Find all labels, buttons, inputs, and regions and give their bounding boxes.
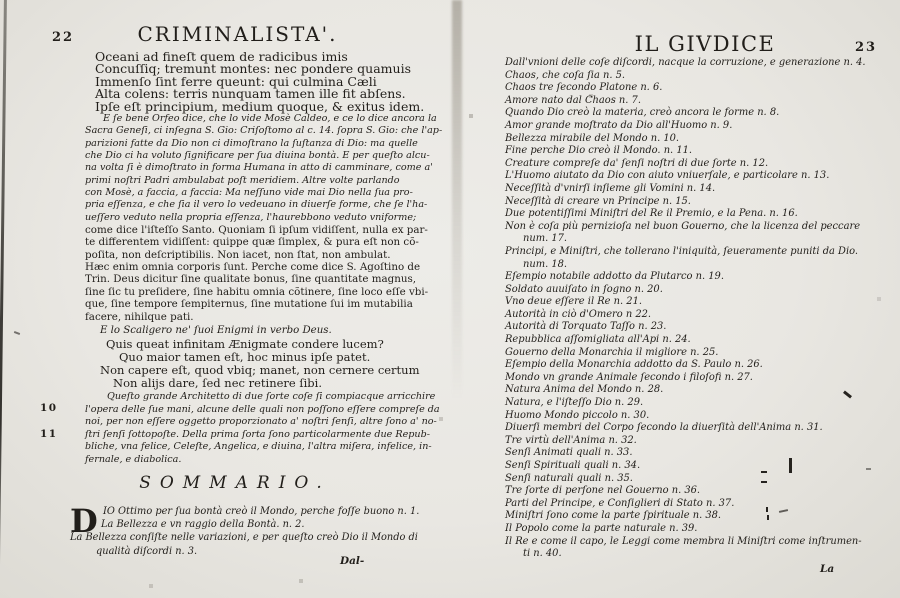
catchword-right: La	[820, 563, 835, 575]
text-line: Quo maior tamen eſt, hoc minus ipſe patet.	[119, 350, 371, 364]
text-line: Concuſſiq; tremunt montes: nec pondere quamuis	[95, 61, 411, 77]
latin-verse-block	[95, 51, 424, 113]
ink-mark	[767, 515, 769, 520]
index-line: Quando Dio creò la materia, creò ancora le forme n. 8.	[505, 107, 780, 119]
index-line: Senſi naturali quali n. 35.	[505, 472, 633, 484]
index-line: Soldato auuiſato in ſogno n. 20.	[505, 283, 663, 295]
text-line: Quis queat infinitam Ænigmate condere lucem?	[106, 337, 384, 351]
text-line: Non alijs dare, ſed nec retinere ſibi.	[113, 376, 323, 390]
index-line: Fine perche Dio creò il Mondo. n. 11.	[505, 145, 693, 157]
index-line: Eſempio della Monarchia addotto da S. Paulo n. 26.	[505, 359, 763, 371]
index-line: Gouerno della Monarchia il migliore n. 25.	[505, 346, 719, 358]
index-line: Amore nato dal Chaos n. 7.	[505, 94, 641, 106]
ink-mark	[789, 458, 792, 473]
text-line: Non capere eſt, quod vbiq; manet, non cernere certum	[100, 363, 420, 377]
index-line: Natura Anima del Mondo n. 28.	[505, 384, 664, 396]
text-line: noi, per non eſſere oggetto proporzionato a' noſtri ſenſi, altre ſono a' no-	[85, 416, 437, 428]
scaligero-line: E lo Scaligero ne' ſuoi Enigmi in verbo Deus.	[100, 325, 332, 336]
text-line: bliche, vna felice, Celeſte, Angelica, e diuina, l'altra miſera, infelice, in-	[85, 441, 432, 453]
catchword-left: Dal-	[340, 555, 365, 567]
index-line: Due potentiſſimi Miniſtri del Re il Premio, e la Pena. n. 16.	[505, 208, 798, 220]
index-line: Non è coſa più pernizioſa nel buon Gouerno, che la licenza del peccare	[505, 220, 861, 232]
text-line: que, ſine tempore ſempiternus, ſine mutatione ſui im mutabilia	[85, 298, 413, 311]
index-line: Miniſtri ſono come la parte ſpirituale n. 38.	[505, 510, 722, 522]
drop-cap: D	[70, 502, 98, 540]
index-line: Dall'vnioni delle coſe diſcordi, nacque la corruzione, e generazione n. 4.	[505, 57, 866, 68]
running-title-left: CRIMINALISTA'.	[137, 22, 338, 46]
sommario-lines	[70, 502, 445, 558]
index-line: Amor grande moſtrato da Dio all'Huomo n. 9.	[505, 119, 733, 131]
text-line: come dice l'iſteſſo Santo. Quoniam ſi ipſum vidiſſent, nulla ex par-	[85, 224, 428, 237]
text-line: ſine ſic tu preſidere, ſine habitu omnia cõtinere, ſine loco eſſe vbi-	[85, 285, 429, 298]
text-line: l'opera delle ſue mani, alcune delle quali non poſſono eſſere compreſe da	[85, 403, 440, 415]
index-line: Senſi Spirituali quali n. 34.	[505, 460, 641, 471]
index-line: Creature compreſe da' ſenſi noſtri di due ſorte n. 12.	[505, 157, 769, 169]
text-line: primi noſtri Padri ambulabat poſt meridiem. Altre volte parlando	[85, 174, 400, 186]
index-line: Mondo vn grande Animale ſecondo i filoſofi n. 27.	[505, 371, 753, 383]
text-line: poſita, non deſcriptibilis. Non iacet, non ſtat, non ambulat.	[85, 248, 391, 261]
running-title-right: IL GIVDICE	[634, 32, 776, 56]
index-line: Repubblica aſſomigliata all'Api n. 24.	[505, 334, 691, 346]
index-line: Il Popolo come la parte naturale n. 39.	[505, 522, 698, 534]
text-line: fernale, e diabolica.	[85, 453, 182, 465]
text-line: Hæc enim omnia corporis ſunt. Perche come dice S. Agoſtino de	[85, 261, 421, 274]
prose-block	[85, 113, 442, 323]
ink-mark	[761, 471, 767, 473]
text-line: che Dio ci ha voluto ſignificare per ſua diuina bontà. E per queſto alcu-	[85, 150, 430, 162]
index-line: Chaos tre ſecondo Platone n. 6.	[505, 82, 663, 94]
index-line: Chaos, che coſa ſia n. 5.	[505, 69, 626, 81]
text-line: ſtri ſenſi ſottopoſte. Della prima ſorta ſono particolarmente due Repub-	[85, 428, 430, 440]
text-line: La Bellezza e vn raggio della Bontà. n. 2.	[101, 519, 305, 531]
margin-number-11: 11	[40, 428, 58, 440]
sommario-block	[70, 502, 445, 558]
index-line: num. 17.	[523, 233, 568, 245]
index-line: Huomo Mondo piccolo n. 30.	[505, 409, 650, 421]
index-line: Principi, e Miniſtri, che tollerano l'iniquità, ſeueramente puniti da Dio.	[505, 245, 859, 257]
paper-specks	[0, 0, 2, 2]
text-line: na volta ſi è dimoſtrato in forma Humana in atto di camminare, come a'	[85, 162, 433, 174]
text-line: qualità diſcordi n. 3.	[96, 545, 198, 557]
scan-edge-artifact	[0, 0, 7, 592]
index-line: Autorità in ciò d'Omero n 22.	[505, 308, 652, 320]
text-line: facere, nihilque pati.	[85, 310, 194, 323]
text-line: pria eſſenza, e che ſia il vero lo vedeuano in diuerſe forme, che ſe l'ha-	[85, 199, 428, 211]
text-line: Ipſe eſt principium, medium quoque, & exitus idem.	[95, 98, 425, 114]
index-line: Tre virtù dell'Anima n. 32.	[505, 434, 637, 446]
index-list	[505, 57, 866, 561]
index-line: Bellezza mirabile del Mondo n. 10.	[505, 132, 680, 144]
text-line: E ſe bene Orfeo dice, che lo vide Mosè Caldeo, e ce lo dice ancora la	[103, 113, 437, 124]
index-line: Neceſſità di creare vn Principe n. 15.	[505, 195, 691, 207]
index-line: Vno deue eſſere il Re n. 21.	[505, 296, 643, 308]
text-line: La Bellezza conſiſte nelle variazioni, e per queſto creò Dio il Mondo di	[70, 532, 418, 544]
index-line: Diuerſi membri del Corpo ſecondo la diuerſità dell'Anima n. 31.	[505, 422, 823, 434]
text-line: Trin. Deus dicitur ſine qualitate bonus, ſine quantitate magnus,	[85, 273, 417, 286]
page-gutter-crease	[452, 0, 462, 400]
index-line: Tre ſorte di perſone nel Gouerno n. 36.	[505, 485, 701, 497]
ink-mark	[14, 331, 20, 335]
index-line: Neceſſità d'vnirſi inſieme gli Vomini n. 14.	[505, 182, 716, 194]
sommario-heading: SOMMARIO.	[139, 473, 331, 493]
index-line: Autorità di Torquato Taſſo n. 23.	[505, 321, 667, 333]
margin-number-10: 10	[40, 402, 58, 414]
index-line: ti n. 40.	[523, 548, 562, 560]
epigram-verse-block	[100, 338, 420, 390]
index-line: Eſempio notabile addotto da Plutarco n. 19.	[505, 271, 724, 283]
page-number-left: 22	[52, 30, 75, 45]
page-left	[40, 0, 452, 598]
index-line: Senſi Animati quali n. 33.	[505, 447, 633, 459]
text-line: parizioni fatte da Dio non ci dimoſtrano la ſuſtanza di Dio: ma quelle	[85, 137, 418, 149]
text-line: te differentem vidiſſent: quippe quæ ſimplex, & pura eſt non cõ-	[85, 236, 419, 249]
index-line: Il Re e come il capo, le Leggi come membra li Miniſtri come inſtrumen-	[505, 535, 862, 547]
text-line: Sacra Geneſi, ci inſegna S. Gio: Criſoſtomo al c. 14. ſopra S. Gio: che l'ap-	[85, 125, 443, 137]
index-line: Natura, e l'iſteſſo Dio n. 29.	[505, 397, 644, 409]
ink-mark	[766, 507, 768, 512]
text-line: Oceani ad fineſt quem de radicibus imis	[95, 49, 348, 64]
text-line: ueſſero veduto nella propria eſſenza, l'haurebbono veduto vniforme;	[85, 211, 417, 223]
ink-mark	[761, 481, 767, 483]
text-line: con Mosè, a faccia, a faccia: Ma neſſuno vide mai Dio nella ſua pro-	[85, 187, 413, 199]
index-line: Parti del Principe, e Conſiglieri di Stato n. 37.	[505, 497, 735, 509]
architetto-prose-block	[85, 391, 440, 467]
text-line: Immenſo ſint ferre queunt: qui culmina Cæli	[95, 73, 377, 89]
text-line: Alta colens: terris nunquam tamen ille fit abſens.	[95, 86, 406, 102]
ink-mark	[866, 468, 871, 470]
index-line: L'Huomo aiutato da Dio con aiuto vniuerſale, e particolare n. 13.	[505, 170, 830, 182]
page-right	[495, 0, 895, 598]
page-number-right: 23	[855, 40, 878, 55]
index-line: num. 18.	[523, 258, 568, 270]
text-line: Queſto grande Architetto di due ſorte coſe ſi compiacque arricchire	[107, 391, 436, 402]
text-line: IO Ottimo per ſua bontà creò il Mondo, perche foſſe buono n. 1.	[103, 506, 420, 517]
